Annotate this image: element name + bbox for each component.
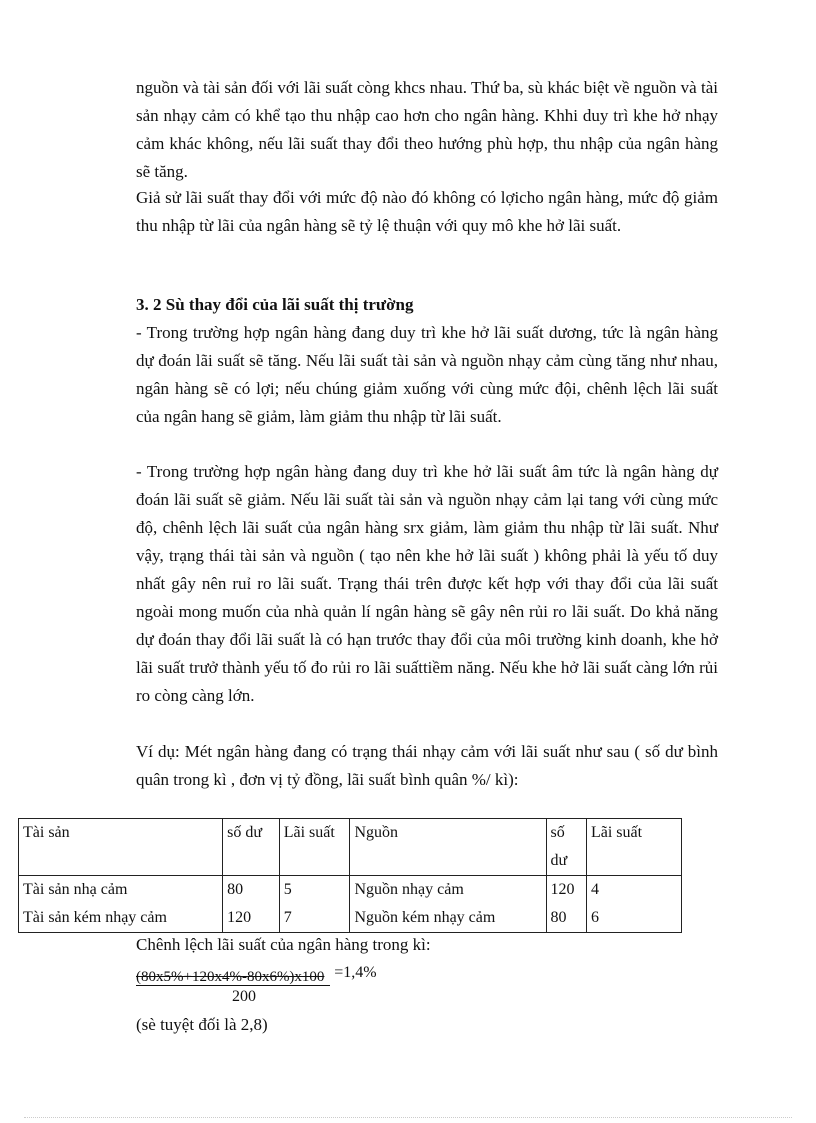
formula-intro: Chênh lệch lãi suất của ngân hàng trong kì: (136, 935, 431, 954)
table-cell: Nguồn kém nhạy cảm (350, 904, 546, 933)
header-cell: số dư (546, 819, 586, 876)
table-cell: Tài sản nhạ cảm (19, 876, 223, 905)
table-header-row (19, 819, 682, 876)
table-cell: 7 (279, 904, 350, 933)
section-paragraph-1: - Trong trường hợp ngân hàng đang duy trì khe hở lãi suất dương, tức là ngân hàng dự đoán lãi suất sẽ tăng. Nếu lãi suất tài sản và nguồn nhạy cảm cùng tăng như nhau, ngân hàng sẽ có lợi; nếu chúng giảm xuống với cùng mức đội, chênh lệch lãi suất của ngân hang sẽ giảm, làm giảm thu nhập từ lãi suất. (136, 323, 718, 426)
formula-note: (sè tuyệt đối là 2,8) (136, 1015, 268, 1034)
table-cell: 120 (546, 876, 586, 905)
table-row (19, 904, 682, 933)
header-cell: Lãi suất (279, 819, 350, 876)
formula-result: =1,4% (334, 964, 377, 981)
section-heading: 3. 2 Sù thay đổi của lãi suất thị trường (136, 295, 414, 314)
paragraph-1: nguồn và tài sản đối với lãi suất còng khcs nhau. Thứ ba, sù khác biệt về nguồn và tài sản nhạy cảm có khể tạo thu nhập cao hơn cho ngân hàng. Khhi duy trì khe hở nhạy cảm khác không, nếu lãi suất thay đổi theo hướng phù hợp, thu nhập của ngân hàng sẽ tăng. (136, 78, 718, 181)
header-cell: Tài sản (19, 819, 223, 876)
header-cell: số dư (223, 819, 280, 876)
table-cell: 80 (223, 876, 280, 905)
interest-sensitivity-table (18, 818, 682, 933)
header-cell: Lãi suất (586, 819, 681, 876)
section-paragraph-2: - Trong trường hợp ngân hàng đang duy trì khe hở lãi suất âm tức là ngân hàng dự đoán lãi suất sẽ giảm. Nếu lãi suất tài sản và nguồn nhạy cảm lại tang với cùng mức độ, chênh lệch lãi suất của ngân hàng srx giảm, làm giảm thu nhập từ lãi suất. Như vậy, trạng thái tài sản và nguồn ( tạo nên khe hở lãi suất ) không phải là yếu tố duy nhất gây nên ruỉ ro lãi suất. Trạng thái trên được kết hợp với thay đổi của lãi suất ngoài mong muốn của nhà quản lí ngân hàng sẽ gây nên rủi ro lãi suất. Do khả năng dự đoán thay đổi lãi suất là có hạn trước thay đổi của môi trường kinh doanh, khe hở lãi suất trưở thành yếu tố đo rủi ro lãi suấttiềm năng. Nếu khe hở lãi suất càng lớn rủi ro còng càng lớn. (136, 462, 718, 705)
table-cell: 120 (223, 904, 280, 933)
table-cell: Nguồn nhạy cảm (350, 876, 546, 905)
table-cell: 80 (546, 904, 586, 933)
example-paragraph: Ví dụ: Mét ngân hàng đang có trạng thái nhạy cảm với lãi suất như sau ( số dư bình quân trong kì , đơn vị tỷ đồng, lãi suất bình quân %/ kì): (136, 742, 718, 789)
formula-denominator: 200 (232, 988, 256, 1005)
header-cell: Nguồn (350, 819, 546, 876)
paragraph-2: Giả sử lãi suất thay đổi với mức độ nào đó không có lợicho ngân hàng, mức độ giảm thu nhập từ lãi của ngân hàng sẽ tỷ lệ thuận với quy mô khe hở lãi suất. (136, 188, 718, 235)
formula-numerator: (80x5%+120x4%-80x6%)x100 (136, 969, 330, 986)
table-cell: 6 (586, 904, 681, 933)
table-cell: 4 (586, 876, 681, 905)
table-row (19, 876, 682, 905)
formula (136, 962, 377, 988)
table-cell: Tài sản kém nhạy cảm (19, 904, 223, 933)
page-bottom-rule (24, 1117, 792, 1118)
table-cell: 5 (279, 876, 350, 905)
